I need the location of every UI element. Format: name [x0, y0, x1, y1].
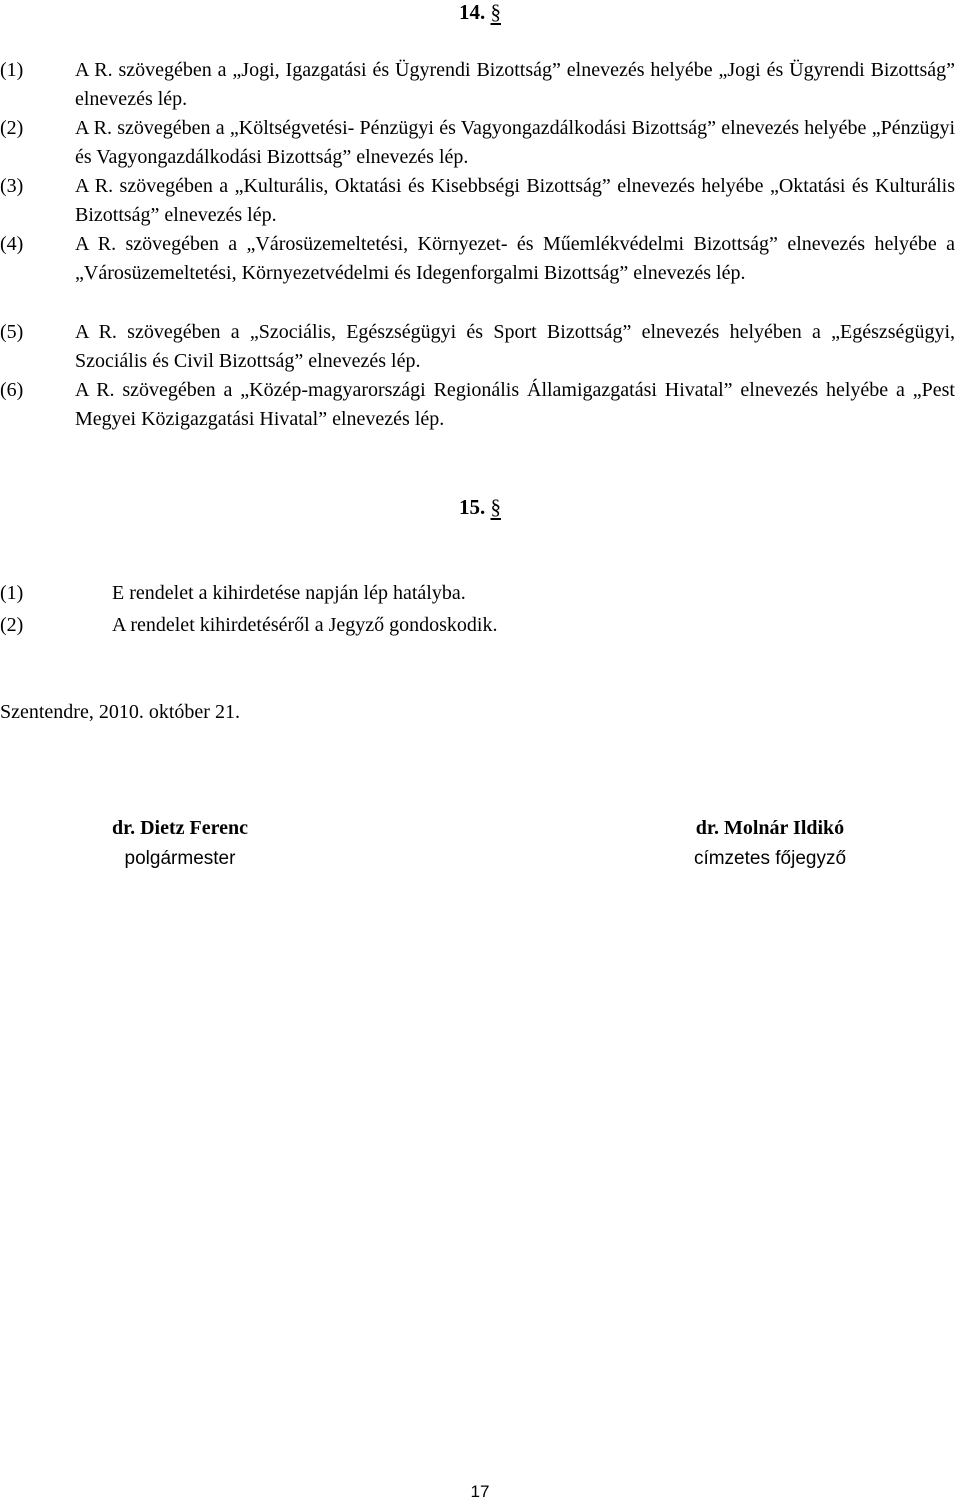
section-14-number: 14. [459, 0, 486, 24]
paragraph-number: (5) [0, 321, 24, 343]
signatory-role-mayor: polgármester [124, 848, 236, 869]
section-15-number: 15. [459, 495, 486, 519]
page-number: 17 [470, 1482, 490, 1501]
paragraph-text: A R. szövegében a „Szociális, Egészségügyi és Sport Bizottság” elnevezés helyében a „Egészségügyi, Szociális és Civil Bizottság” elnevezés lép. [75, 321, 955, 372]
signatory-name-notary: dr. Molnár Ildikó [695, 817, 845, 839]
section-14-heading [0, 0, 960, 27]
paragraph-number: (3) [0, 175, 24, 197]
paragraph-14-4 [0, 230, 955, 288]
paragraph-text: A R. szövegében a „Kulturális, Oktatási és Kisebbségi Bizottság” elnevezés helyébe „Oktatási és Kulturális Bizottság” elnevezés lép. [75, 175, 955, 226]
section-sign: § [490, 0, 501, 24]
paragraph-number: (2) [0, 117, 24, 139]
paragraph-text: A R. szövegében a „Közép-magyarországi Regionális Államigazgatási Hivatal” elnevezés helyébe a „Pest Megyei Közigazgatási Hivatal” elnevezés lép. [75, 379, 955, 430]
paragraph-text: A R. szövegében a „Városüzemeltetési, Környezet- és Műemlékvédelmi Bizottság” elnevezés helyébe a „Városüzemeltetési, Környezetvédelmi és Idegenforgalmi Bizottság” elnevezés lép. [75, 233, 955, 284]
paragraph-14-5 [0, 318, 955, 376]
paragraph-text: A rendelet kihirdetéséről a Jegyző gondoskodik. [112, 614, 498, 636]
signatory-name-mayor: dr. Dietz Ferenc [111, 817, 249, 839]
paragraph-15-2 [0, 611, 955, 640]
paragraph-text: A R. szövegében a „Jogi, Igazgatási és Ügyrendi Bizottság” elnevezés helyébe „Jogi és Ügyrendi Bizottság” elnevezés lép. [75, 59, 955, 110]
paragraph-number: (1) [0, 582, 24, 604]
paragraph-number: (2) [0, 614, 24, 636]
section-15-heading [0, 493, 960, 522]
paragraph-number: (4) [0, 233, 24, 255]
paragraph-text: A R. szövegében a „Költségvetési- Pénzügyi és Vagyongazdálkodási Bizottság” elnevezés helyébe „Pénzügyi és Vagyongazdálkodási Bizottság” elnevezés lép. [75, 117, 955, 168]
paragraph-14-1 [0, 56, 955, 114]
paragraph-15-1 [0, 579, 955, 608]
paragraph-14-6 [0, 376, 955, 434]
paragraph-text: E rendelet a kihirdetése napján lép hatályba. [112, 582, 466, 604]
place-and-date: Szentendre, 2010. október 21. [0, 701, 240, 723]
paragraph-number: (1) [0, 59, 24, 81]
section-sign: § [490, 495, 501, 519]
signatory-role-notary: címzetes főjegyző [693, 848, 847, 869]
paragraph-number: (6) [0, 379, 24, 401]
paragraph-14-2 [0, 114, 955, 172]
paragraph-14-3 [0, 172, 955, 230]
